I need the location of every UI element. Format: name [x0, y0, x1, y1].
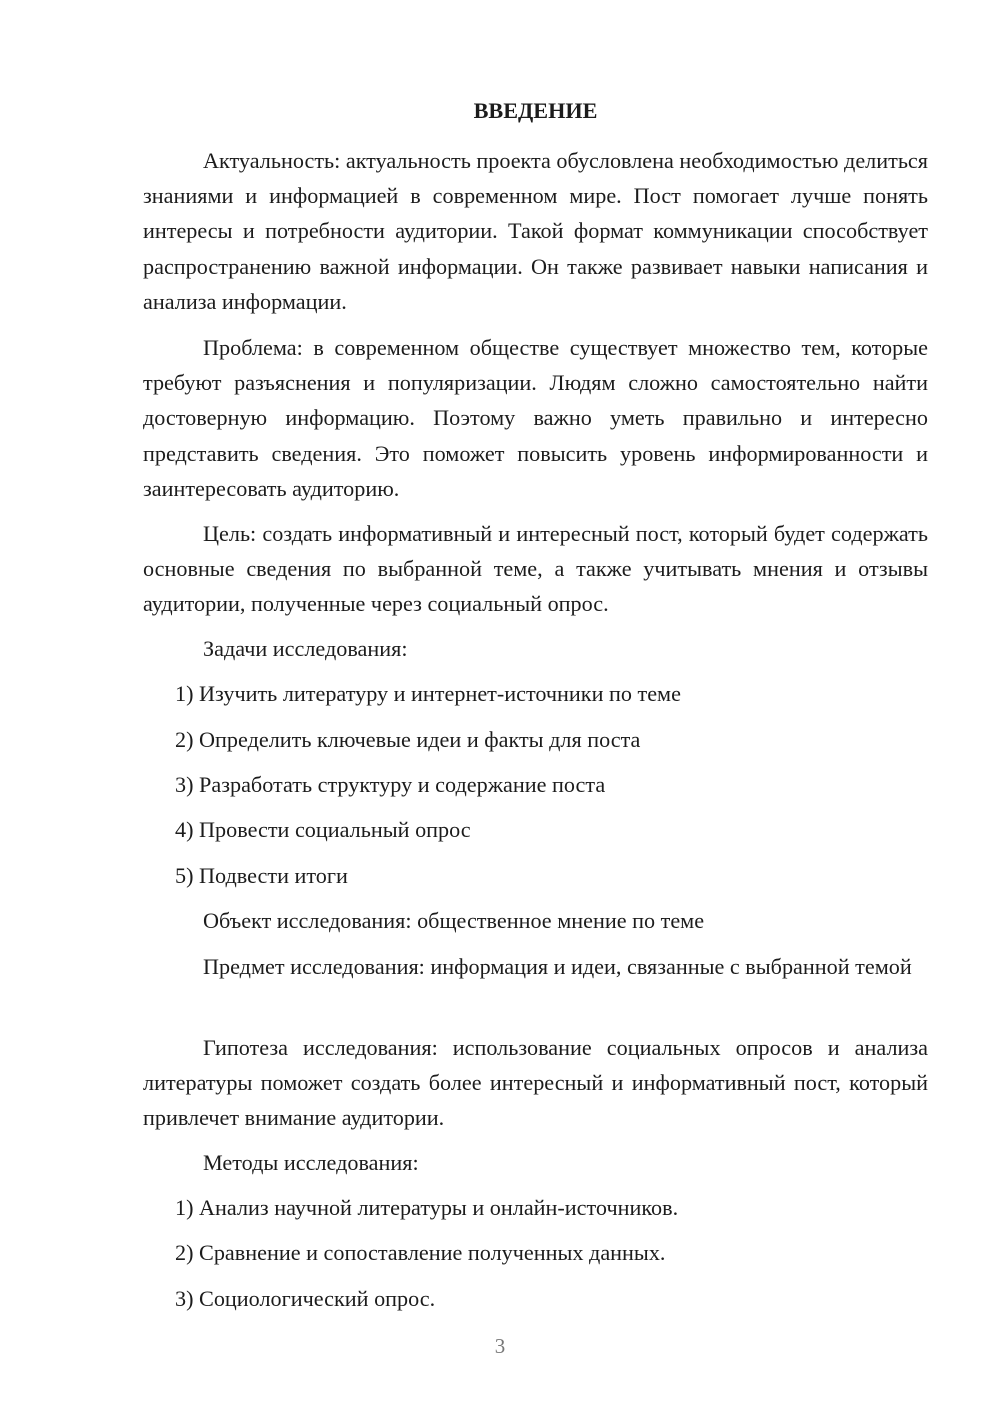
- task-item: 3) Разработать структуру и содержание поста: [175, 772, 606, 797]
- problem-paragraph: Проблема: в современном обществе существует множество тем, которые требуют разъяснения и популяризации. Людям сложно самостоятельно найти достоверную информацию. Поэтому важно уметь правильно и интересно представить сведения. Это поможет повысить уровень информированности и заинтересовать аудиторию.: [143, 335, 928, 501]
- page-number: 3: [494, 1334, 506, 1358]
- page-title: ВВЕДЕНИЕ: [473, 98, 598, 123]
- task-item: 5) Подвести итоги: [175, 863, 348, 888]
- subject-paragraph: Предмет исследования: информация и идеи, связанные с выбранной темой: [203, 954, 912, 979]
- methods-heading: Методы исследования:: [203, 1150, 419, 1175]
- tasks-heading: Задачи исследования:: [203, 636, 408, 661]
- method-item: 2) Сравнение и сопоставление полученных данных.: [175, 1240, 666, 1265]
- goal-paragraph: Цель: создать информативный и интересный пост, который будет содержать основные сведения по выбранной теме, а также учитывать мнения и отзывы аудитории, полученные через социальный опрос.: [143, 521, 928, 617]
- task-item: 4) Провести социальный опрос: [175, 817, 471, 842]
- object-line: Объект исследования: общественное мнение по теме: [203, 908, 705, 933]
- method-item: 1) Анализ научной литературы и онлайн-источников.: [175, 1195, 679, 1220]
- hypothesis-paragraph: Гипотеза исследования: использование социальных опросов и анализа литературы поможет создать более интересный и информативный пост, который привлечет внимание аудитории.: [143, 1035, 928, 1131]
- task-item: 1) Изучить литературу и интернет-источники по теме: [175, 681, 681, 706]
- relevance-paragraph: Актуальность: актуальность проекта обусловлена необходимостью делиться знаниями и информацией в современном мире. Пост помогает лучше понять интересы и потребности аудитории. Такой формат коммуникации способствует распространению важной информации. Он также развивает навыки написания и анализа информации.: [143, 148, 928, 314]
- method-item: 3) Социологический опрос.: [175, 1286, 436, 1311]
- task-item: 2) Определить ключевые идеи и факты для поста: [175, 727, 641, 752]
